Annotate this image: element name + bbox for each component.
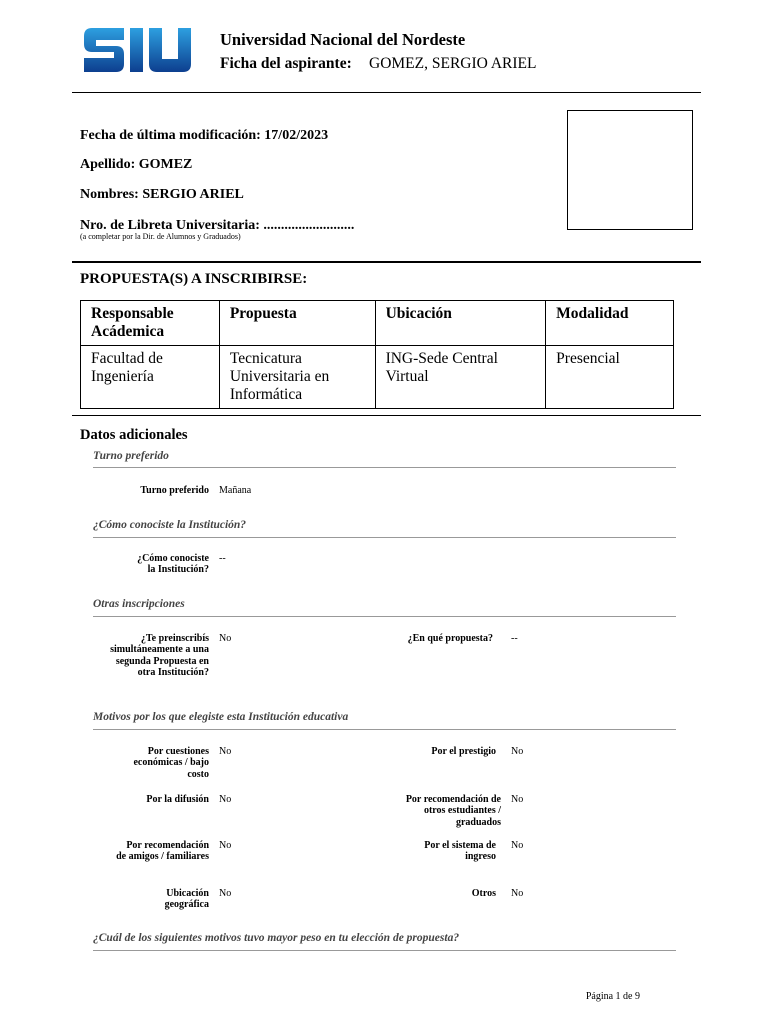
ficha-applicant-name: GOMEZ, SERGIO ARIEL <box>369 55 537 72</box>
motivo-label: Por el prestigio <box>431 746 496 757</box>
libreta-universitaria: Nro. de Libreta Universitaria: .......................... <box>80 218 355 233</box>
turno-label: Turno preferido <box>140 485 209 496</box>
motivo-label: Ubicación geográfica <box>164 888 209 911</box>
motivo-value: No <box>219 746 232 757</box>
motivo-value: No <box>219 840 232 851</box>
motivo-label: Otros <box>471 888 496 899</box>
section-divider <box>72 415 701 416</box>
cell-ubicacion: ING-Sede Central Virtual <box>375 346 546 409</box>
mayor-peso-heading: ¿Cuál de los siguientes motivos tuvo mayor peso en tu elección de propuesta? <box>93 932 460 944</box>
header-ubicacion: Ubicación <box>375 301 546 346</box>
motivo-label: Por recomendación de amigos / familiares <box>116 840 209 863</box>
heading-underline <box>93 616 676 617</box>
libreta-note: (a completar por la Dir. de Alumnos y Graduados) <box>80 232 241 241</box>
cell-propuesta: Tecnicatura Universitaria en Informática <box>219 346 375 409</box>
motivo-value: No <box>219 888 232 899</box>
table-row <box>81 346 674 409</box>
heading-underline <box>93 467 676 468</box>
header-propuesta: Propuesta <box>219 301 375 346</box>
photo-box <box>567 110 693 230</box>
motivo-value: No <box>511 840 524 851</box>
apellido: Apellido: GOMEZ <box>80 157 193 172</box>
cell-responsable: Facultad de Ingeniería <box>81 346 220 409</box>
turno-value: Mañana <box>219 485 252 496</box>
cell-modalidad: Presencial <box>546 346 674 409</box>
propuestas-table <box>80 300 674 409</box>
motivo-label: Por la difusión <box>146 794 209 805</box>
motivo-label: Por cuestiones económicas / bajo costo <box>133 746 209 780</box>
table-header-row <box>81 301 674 346</box>
header-divider <box>72 92 701 93</box>
university-name: Universidad Nacional del Nordeste <box>220 30 466 49</box>
motivo-label: Por el sistema de ingreso <box>424 840 496 863</box>
turno-heading: Turno preferido <box>93 450 169 462</box>
motivo-value: No <box>511 888 524 899</box>
conociste-label: ¿Cómo conociste la Institución? <box>137 553 209 576</box>
conociste-heading: ¿Cómo conociste la Institución? <box>93 519 247 531</box>
heading-underline <box>93 729 676 730</box>
propuestas-title: PROPUESTA(S) A INSCRIBIRSE: <box>80 271 308 287</box>
otras-heading: Otras inscripciones <box>93 598 185 610</box>
heading-underline <box>93 950 676 951</box>
page-number: Página 1 de 9 <box>585 991 640 1002</box>
header-modalidad: Modalidad <box>546 301 674 346</box>
motivos-heading: Motivos por los que elegiste esta Institución educativa <box>93 711 349 723</box>
section-divider <box>72 261 701 263</box>
datos-adicionales-title: Datos adicionales <box>80 427 188 443</box>
motivo-value: No <box>511 746 524 757</box>
conociste-value: -- <box>219 553 226 564</box>
preinscripcion-label: ¿Te preinscribís simultáneamente a una segunda Propuesta en otra Institución? <box>110 633 209 678</box>
fecha-modificacion: Fecha de última modificación: 17/02/2023 <box>80 128 329 143</box>
nombres: Nombres: SERGIO ARIEL <box>80 187 244 202</box>
siu-logo <box>80 24 195 76</box>
heading-underline <box>93 537 676 538</box>
motivo-value: No <box>511 794 524 805</box>
en-que-propuesta-label: ¿En qué propuesta? <box>407 633 493 644</box>
motivo-label: Por recomendación de otros estudiantes / graduados <box>405 794 501 828</box>
header-responsable: Responsable Acádemica <box>81 301 220 346</box>
en-que-propuesta-value: -- <box>511 633 518 644</box>
ficha-label: Ficha del aspirante: <box>220 55 352 72</box>
preinscripcion-value: No <box>219 633 232 644</box>
motivo-value: No <box>219 794 232 805</box>
